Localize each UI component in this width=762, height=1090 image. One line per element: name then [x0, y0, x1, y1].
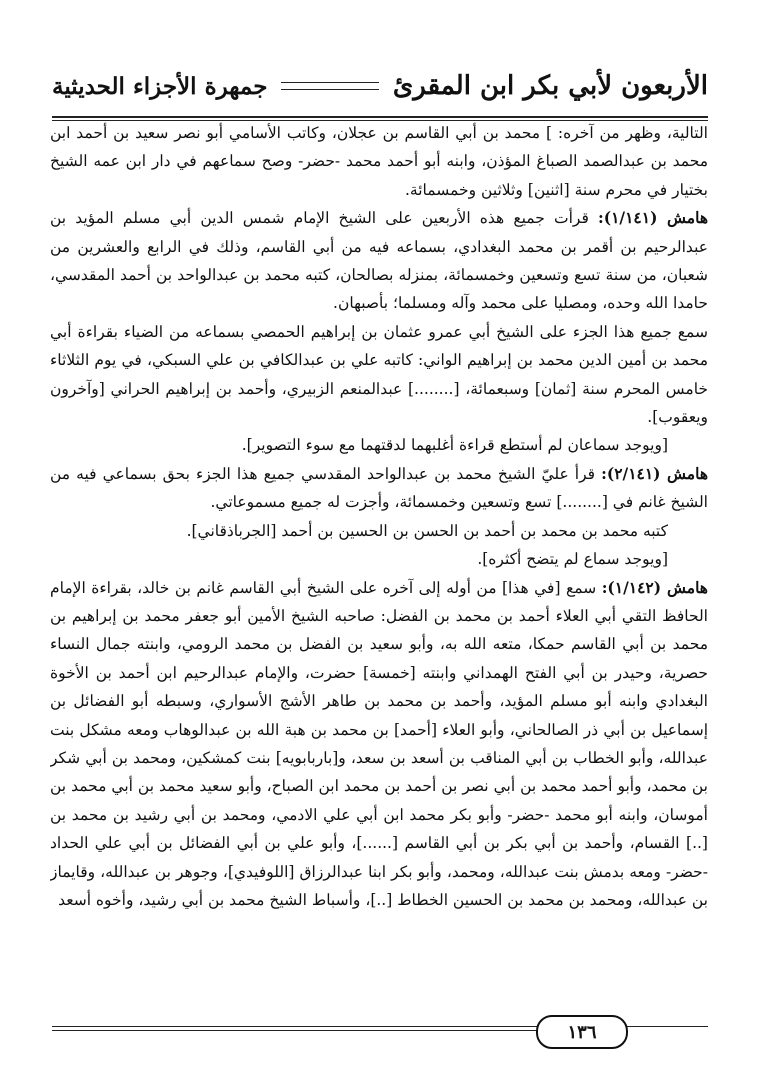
paragraph-text: سمع جميع هذا الجزء على الشيخ أبي عمرو عثمان بن إبراهيم الحمصي بسماعه من الضياء بقراءة أبي محمد بن أمين الدين محمد بن إبراهيم الواني: كاتبه علي بن عبدالكافي بن علي السبكي، في يوم الثلاثاء خامس المحرم سنة [ثمان] وسبعمائة، [........] عبدالمنعم الزبيري، وأحمد بن إبراهيم الحراني [وآخرون ويعقوب]. — [50, 322, 708, 427]
page-number-badge — [536, 1015, 628, 1049]
body-text — [50, 119, 708, 1027]
running-title: الأربعون لأبي بكر ابن المقرئ — [392, 71, 708, 101]
footer-rule-thin — [52, 1030, 572, 1031]
header-rule — [52, 116, 708, 118]
paragraph — [50, 545, 708, 573]
paragraph-text: قرأ عليّ الشيخ محمد بن عبدالواحد المقدسي جميع هذا الجزء بحق بسماعي فيه من الشيخ غانم في [........] تسع وتسعين وخمسمائة، وأجزت له جميع مسموعاتي. — [50, 464, 708, 512]
paragraph — [50, 119, 708, 204]
paragraph-text: سمع [في هذا] من أوله إلى آخره على الشيخ أبي القاسم غانم بن خالد، بقراءة الإمام الحافظ التقي أبي العلاء أحمد بن محمد بن الفضل: صاحبه الشيخ الأمين أبو جعفر محمد بن إبراهيم بن محمد بن أبي القاسم حمكا، متعه الله به، وأبو سعيد بن الفضل بن محمد الرومي، وابنته جمال النساء حصرية، وحيدر بن أبي الفتح الهمداني وابنته [خمسة] حضرت، والإمام عبدالرحيم ابن أحمد بن الأخوة البغدادي وابنه أبو مسلم المؤيد، وأحمد بن محمد بن طاهر الأشج الأسواري، وسبطه أبو الفضائل بن إسماعيل بن أبي ذر الصالحاني، وأبو العلاء [أحمد] بن محمد بن هبة الله بن عبدالوهاب ومعه مشكل بنت عبدالله، وأبو الخطاب بن أبي المناقب بن أسعد بن سعد، و[باربابويه] بنت كمشكين، ومحمد بن أبي شكر بن محمد، وأبو أحمد محمد بن أبي نصر بن أحمد بن محمد ابن الصباح، وأبو سعيد محمد بن أبي محمد بن أموسان، وابنه أبو محمد -حضر- وأبو بكر محمد ابن أبي علي الادمي، ومحمد بن أبي رشيد بن محمد بن [..] القسام، وأحمد بن أبي بكر بن أبي القاسم [......]، وأبو علي بن أبي الفضائل بن أبي علي الحداد -حضر- ومعه بدمش بنت عبدالله، ومحمد، وأبو بكر ابنا عبدالرزاق [اللوفيدي]، وجوهر بن عبدالله، وقايماز بن عبدالله، ومحمد بن محمد بن الحسين الخطاط [..]، وأسباط الشيخ محمد بن أبي رشيد، وأخوه أسعد — [50, 578, 708, 909]
margin-note-marker: هامش (١/١٤٢): — [601, 577, 708, 597]
paragraph — [50, 574, 708, 915]
margin-note-marker: هامش (١/١٤١): — [598, 208, 708, 228]
paragraph-text: قرأت جميع هذه الأربعين على الشيخ الإمام شمس الدين أبي مسلم المؤيد بن عبدالرحيم بن أقمر بن محمد البغدادي، بسماعه فيه من أبي القاسم، وذلك في الرابع والعشرين من شعبان، من سنة تسع وتسعين وخمسمائة، بمنزله بصالحان، كتبه محمد بن عبدالواحد بن أحمد المقدسي، حامدا الله وحده، ومصليا على محمد وآله ومسلما؛ بأصبهان. — [50, 209, 708, 313]
paragraph-text: [ويوجد سماع لم يتضح أكثره]. — [477, 550, 668, 569]
paragraph-text: كتبه محمد بن محمد بن أحمد بن الحسن بن الحسين بن أحمد [الجرباذقاني]. — [186, 521, 668, 540]
paragraph-text: التالية، وظهر من آخره: ] محمد بن أبي القاسم بن عجلان، وكاتب الأسامي أبو نصر سعيد بن أحمد ابن محمد بن عبدالصمد الصباغ المؤذن، وابنه أبو أحمد محمد -حضر- وصح سماعهم في دار ابن عمه الشيخ بختيار في محرم سنة [اثنين] وثلاثين وخمسمائة. — [50, 124, 708, 199]
paragraph — [50, 517, 708, 545]
page-number: ١٣٦ — [567, 1021, 597, 1043]
page-header — [52, 58, 708, 114]
paragraph — [50, 204, 708, 318]
paragraph — [50, 318, 708, 432]
paragraph — [50, 431, 708, 459]
header-separator — [281, 82, 378, 90]
running-series-title: جمهرة الأجزاء الحديثية — [52, 72, 268, 100]
paragraph — [50, 460, 708, 517]
paragraph-text: [ويوجد سماعان لم أستطع قراءة أغلبهما لدقتهما مع سوء التصوير]. — [241, 436, 668, 455]
margin-note-marker: هامش (٢/١٤١): — [601, 463, 708, 483]
